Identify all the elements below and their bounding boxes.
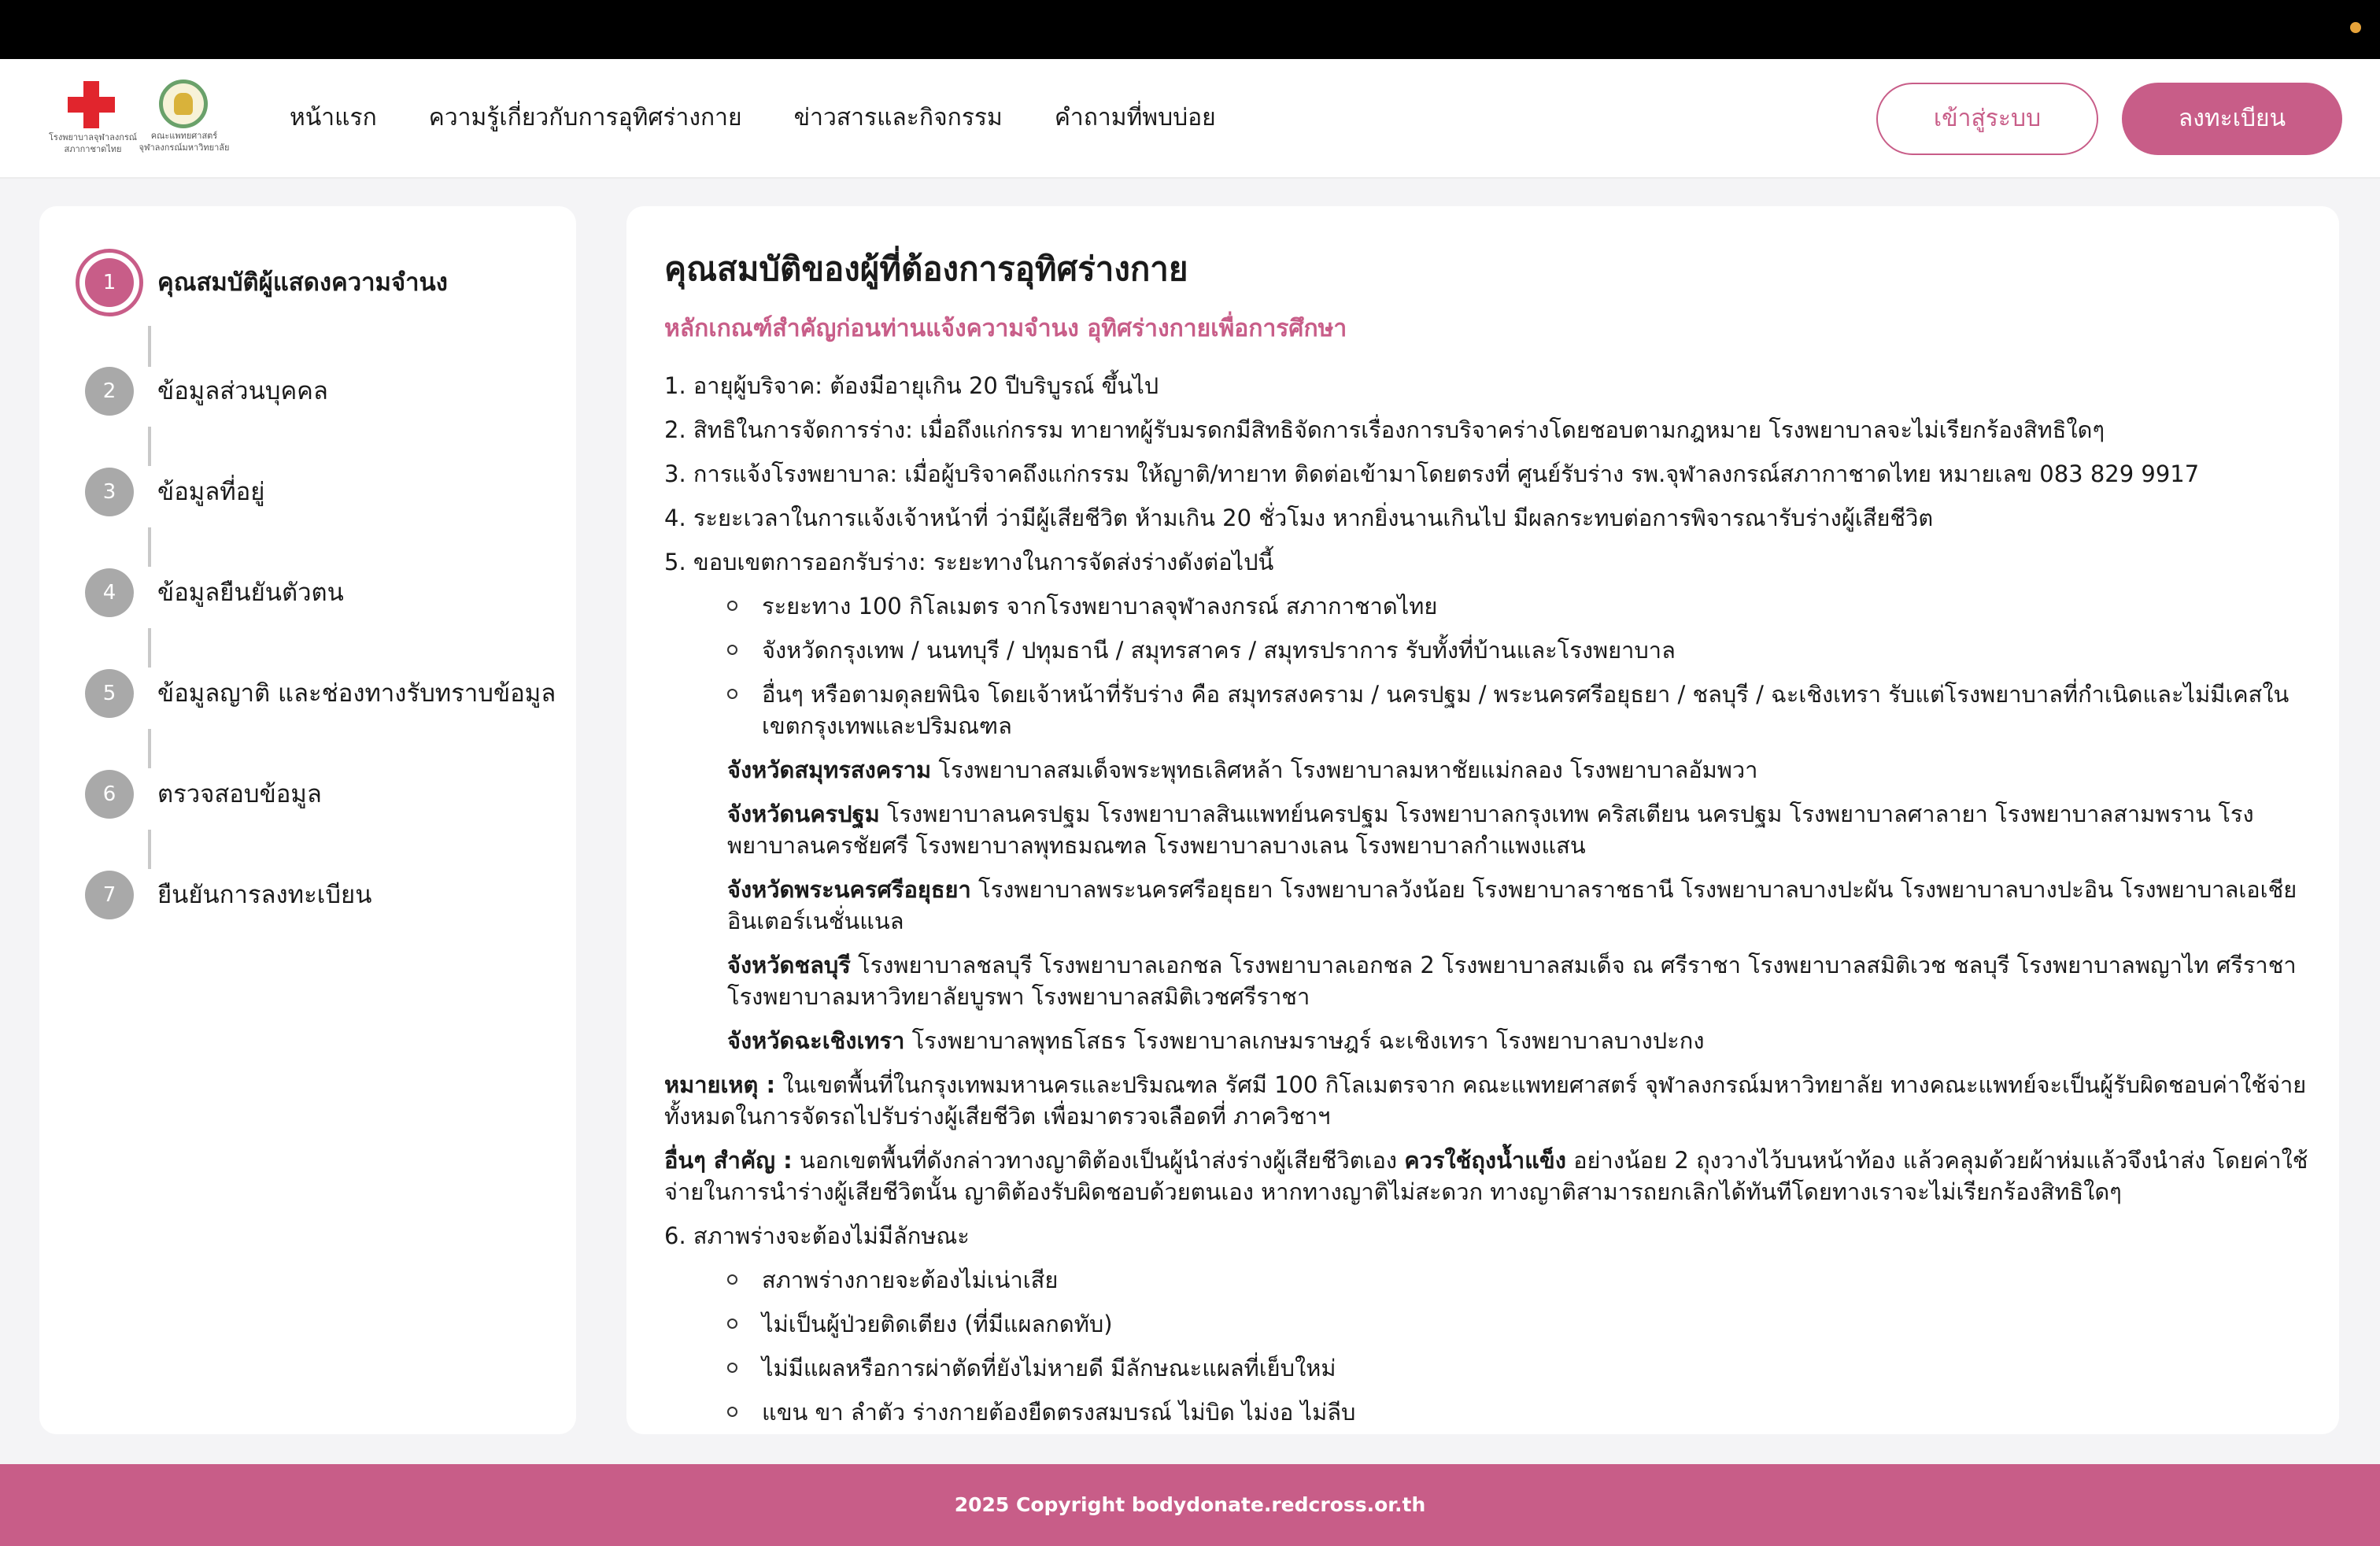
criteria-item-3: 3. การแจ้งโรงพยาบาล: เมื่อผู้บริจาคถึงแก่กรรม ให้ญาติ/ทายาท ติดต่อเข้ามาโดยตรงที่ ศูนย์รับร่าง รพ.จุฬาลงกรณ์สภากาชาดไทย หมายเลข 083 829 9917 <box>664 460 2200 487</box>
registration-steps-sidebar <box>39 206 576 1434</box>
criteria-item-2: 2. สิทธิในการจัดการร่าง: เมื่อถึงแก่กรรม ทายาทผู้รับมรดกมีสิทธิจัดการเรื่องการบริจาคร่างโดยชอบตามกฎหมาย โรงพยาบาลจะไม่เรียกร้องสิทธิใดๆ <box>664 416 2105 443</box>
step-1-eligibility[interactable] <box>39 246 576 317</box>
faculty-seal-icon <box>159 80 208 128</box>
province-name: จังหวัดสมุทรสงคราม <box>727 756 932 783</box>
step-number: 2 <box>85 367 134 416</box>
redcross-logo-caption: โรงพยาบาลจุฬาลงกรณ์ สภากาชาดไทย <box>49 132 137 154</box>
step-label: ตรวจสอบข้อมูล <box>157 780 322 808</box>
os-top-bar <box>0 0 2380 59</box>
site-footer <box>0 1464 2380 1546</box>
step-2-personal-info[interactable] <box>39 355 576 426</box>
list-item <box>727 590 2309 622</box>
province-hospital-list: โรงพยาบาลชลบุรี โรงพยาบาลเอกชล โรงพยาบาลเอกชล 2 โรงพยาบาลสมเด็จ ณ ศรีราชา โรงพยาบาลสมิติเวช ชลบุรี โรงพยาบาลพญาไท ศรีราชา โรงพยาบาลมหาวิทยาลัยบูรพา โรงพยาบาลสมิติเวชศรีราชา <box>727 952 2297 1010</box>
step-3-address[interactable] <box>39 456 576 527</box>
step-number: 5 <box>85 669 134 718</box>
list-item <box>727 1308 2309 1340</box>
status-dot-icon <box>2350 22 2361 33</box>
page-title: คุณสมบัติของผู้ที่ต้องการอุทิศร่างกาย <box>664 250 1188 288</box>
list-item-text: อื่นๆ หรือตามดุลยพินิจ โดยเจ้าหน้าที่รับร่าง คือ สมุทรสงคราม / นครปฐม / พระนครศรีอยุธยา / ชลบุรี / ฉะเชิงเทรา รับแต่โรงพยาบาลที่กำเนิดและไม่มีเคสในเขตกรุงเทพและปริมณฑล <box>762 681 2289 739</box>
circle-bullet-icon <box>727 689 737 699</box>
step-label: ข้อมูลส่วนบุคคล <box>157 377 328 405</box>
list-item-text: จังหวัดกรุงเทพ / นนทบุรี / ปทุมธานี / สมุทรสาคร / สมุทรปราการ รับทั้งที่บ้านและโรงพยาบาล <box>762 637 1676 664</box>
important-text: นอกเขตพื้นที่ดังกล่าวทางญาติต้องเป็นผู้นำส่งร่างผู้เสียชีวิตเอง <box>792 1147 1405 1174</box>
list-item-text: ระยะทาง 100 กิโลเมตร จากโรงพยาบาลจุฬาลงกรณ์ สภากาชาดไทย <box>762 593 1438 620</box>
criteria-item-6: 6. สภาพร่างจะต้องไม่มีลักษณะ <box>664 1222 970 1249</box>
province-hospitals <box>727 874 2309 937</box>
red-cross-icon <box>68 81 115 128</box>
step-5-relatives[interactable] <box>39 657 576 728</box>
list-item-text: สภาพร่างกายจะต้องไม่เน่าเสีย <box>762 1267 1059 1293</box>
province-hospitals <box>727 754 2309 786</box>
province-name: จังหวัดชลบุรี <box>727 952 851 978</box>
criteria-item-5: 5. ขอบเขตการออกรับร่าง: ระยะทางในการจัดส่งร่างดังต่อไปนี้ <box>664 549 1274 575</box>
nav-faq[interactable]: คำถามที่พบบ่อย <box>1054 104 1216 131</box>
criteria-item-1: 1. อายุผู้บริจาค: ต้องมีอายุเกิน 20 ปีบริบูรณ์ ขึ้นไป <box>664 372 1159 399</box>
copyright-text: 2025 Copyright bodydonate.redcross.or.th <box>954 1493 1426 1516</box>
circle-bullet-icon <box>727 1363 737 1373</box>
province-hospitals <box>727 1025 2309 1056</box>
list-item <box>727 1264 2309 1296</box>
main-nav <box>290 98 1216 138</box>
step-number: 6 <box>85 770 134 819</box>
login-button[interactable]: เข้าสู่ระบบ <box>1876 83 2098 155</box>
step-label: ยืนยันการลงทะเบียน <box>157 881 372 909</box>
important-label: อื่นๆ สำคัญ : <box>664 1147 793 1174</box>
province-hospital-list: โรงพยาบาลสมเด็จพระพุทธเลิศหล้า โรงพยาบาลมหาชัยแม่กลอง โรงพยาบาลอัมพวา <box>938 756 1758 783</box>
nav-home[interactable]: หน้าแรก <box>290 104 377 131</box>
circle-bullet-icon <box>727 601 737 611</box>
redcross-hospital-logo[interactable] <box>46 81 140 160</box>
note-label: หมายเหตุ : <box>664 1071 776 1098</box>
circle-bullet-icon <box>727 1319 737 1329</box>
province-hospitals <box>727 798 2309 861</box>
nav-knowledge[interactable]: ความรู้เกี่ยวกับการอุทิศร่างกาย <box>428 104 742 131</box>
province-hospital-list: โรงพยาบาลพุทธโสธร โรงพยาบาลเกษมราษฎร์ ฉะเชิงเทรา โรงพยาบาลบางปะกง <box>911 1027 1705 1054</box>
province-hospital-list: โรงพยาบาลพระนครศรีอยุธยา โรงพยาบาลวังน้อย โรงพยาบาลราชธานี โรงพยาบาลบางปะผัน โรงพยาบาลบางปะอิน โรงพยาบาลเอเชียอินเตอร์เนชั่นแนล <box>727 876 2297 934</box>
step-7-confirm[interactable] <box>39 859 576 930</box>
circle-bullet-icon <box>727 1407 737 1417</box>
note-text: ในเขตพื้นที่ในกรุงเทพมหานครและปริมณฑล รัศมี 100 กิโลเมตรจาก คณะแพทยศาสตร์ จุฬาลงกรณ์มหาวิทยาลัย ทางคณะแพทย์จะเป็นผู้รับผิดชอบค่าใช้จ่ายทั้งหมดในการจัดรถไปรับร่างผู้เสียชีวิต เพื่อมาตรวจเลือดที่ ภาควิชาฯ <box>664 1071 2307 1130</box>
faculty-of-medicine-logo[interactable] <box>139 80 235 158</box>
province-hospitals <box>727 949 2309 1012</box>
eligibility-content-panel[interactable] <box>626 206 2339 1434</box>
important-text-continued: อย่างน้อย 2 ถุงวางไว้บนหน้าท้อง แล้วคลุมด้วยผ้าห่มแล้วจึงนำส่ง โดยค่าใช้จ่ายในการนำร่างผู้เสียชีวิตนั้น ญาติต้องรับผิดชอบด้วยตนเอง หากทางญาติไม่สะดวก ทางญาติสามารถยกเลิกได้ทันทีโดยทางเราจะไม่เรียกร้องสิทธิใดๆ <box>664 1147 2308 1205</box>
list-item-text: ไม่เป็นผู้ป่วยติดเตียง (ที่มีแผลกดทับ) <box>762 1311 1113 1337</box>
step-label: ข้อมูลยืนยันตัวตน <box>157 579 344 607</box>
step-4-identity[interactable] <box>39 557 576 627</box>
list-item <box>727 679 2309 742</box>
step-label: ข้อมูลที่อยู่ <box>157 478 265 506</box>
circle-bullet-icon <box>727 1274 737 1285</box>
step-label: คุณสมบัติผู้แสดงความจำนง <box>157 268 448 297</box>
list-item <box>727 1352 2309 1384</box>
criteria-subtitle: หลักเกณฑ์สำคัญก่อนท่านแจ้งความจำนง อุทิศร่างกายเพื่อการศึกษา <box>664 315 1347 342</box>
step-6-review[interactable] <box>39 758 576 829</box>
step-number: 7 <box>85 871 134 919</box>
site-header <box>0 59 2380 179</box>
list-item <box>727 634 2309 666</box>
faculty-logo-caption: คณะแพทยศาสตร์ จุฬาลงกรณ์มหาวิทยาลัย <box>139 131 230 153</box>
nav-news[interactable]: ข่าวสารและกิจกรรม <box>793 104 1003 131</box>
list-item-text: แขน ขา ลำตัว ร่างกายต้องยืดตรงสมบรณ์ ไม่บิด ไม่งอ ไม่ลีบ <box>762 1399 1356 1426</box>
list-item-text: ไม่มีแผลหรือการผ่าตัดที่ยังไม่หายดี มีลักษณะแผลที่เย็บใหม่ <box>762 1355 1336 1381</box>
note-paragraph <box>664 1069 2309 1132</box>
list-item <box>727 1396 2309 1428</box>
step-label: ข้อมูลญาติ และช่องทางรับทราบข้อมูล <box>157 679 556 708</box>
important-paragraph <box>664 1145 2309 1208</box>
register-button[interactable]: ลงทะเบียน <box>2122 83 2342 155</box>
province-name: จังหวัดฉะเชิงเทรา <box>727 1027 905 1054</box>
step-number: 4 <box>85 568 134 617</box>
step-number: 3 <box>85 468 134 516</box>
province-hospital-list: โรงพยาบาลนครปฐม โรงพยาบาลสินแพทย์นครปฐม โรงพยาบาลกรุงเทพ คริสเตียน นครปฐม โรงพยาบาลศาลายา โรงพยาบาลสามพราน โรงพยาบาลนครชัยศรี โรงพยาบาลพุทธมณฑล โรงพยาบาลบางเลน โรงพยาบาลกำแพงแสน <box>727 801 2254 859</box>
province-name: จังหวัดนครปฐม <box>727 801 880 827</box>
criteria-item-4: 4. ระยะเวลาในการแจ้งเจ้าหน้าที่ ว่ามีผู้เสียชีวิต ห้ามเกิน 20 ชั่วโมง หากยิ่งนานเกินไป มีผลกระทบต่อการพิจารณารับร่างผู้เสียชีวิต <box>664 505 1934 531</box>
province-name: จังหวัดพระนครศรีอยุธยา <box>727 876 971 903</box>
circle-bullet-icon <box>727 645 737 655</box>
important-bold-text: ควรใช้ถุงน้ำแข็ง <box>1404 1147 1566 1174</box>
step-number: 1 <box>85 258 134 307</box>
